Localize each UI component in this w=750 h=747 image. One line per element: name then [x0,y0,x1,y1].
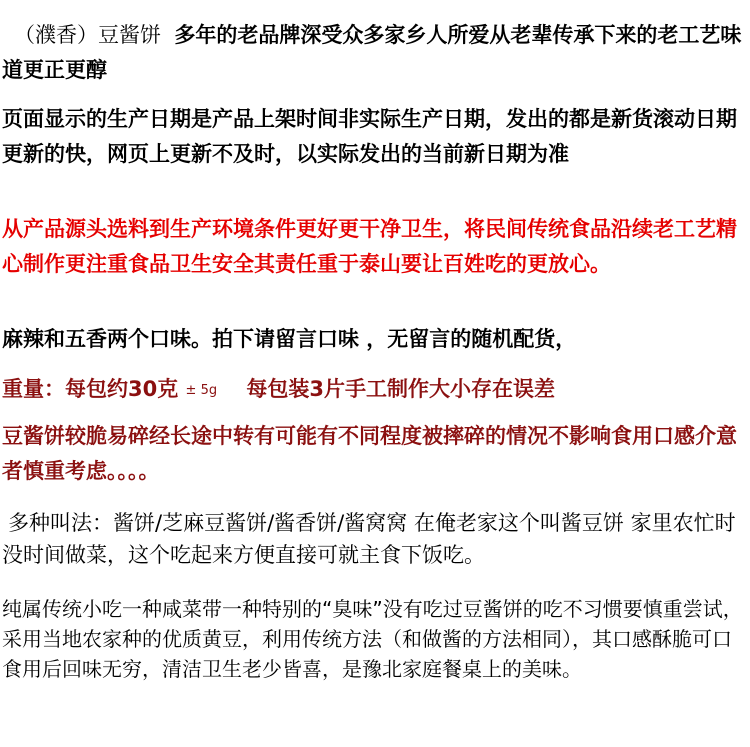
brand-prefix: （濮香）豆酱饼 [14,23,161,47]
weight-label: 重量：每包约30克 [2,377,179,401]
intro-text: 多年的老品牌深受众多家乡人所爱从老辈传承下来的老工艺味道更正更醇 [2,23,742,82]
names-paragraph: 多种叫法：酱饼/芝麻豆酱饼/酱香饼/酱窝窝 在俺老家这个叫酱豆饼 家里农忙时没时间做菜，这个吃起来方便直接可就主食下饭吃。 [2,511,736,567]
description-paragraph: 纯属传统小吃一种咸菜带一种特别的“臭味”没有吃过豆酱饼的吃不习惯要慎重尝试，采用当地农家种的优质黄豆，利用传统方法（和做酱的方法相同），其口感酥脆可口食用后回味无穷，清洁卫生老少皆喜，是豫北家庭餐桌上的美味。 [2,597,743,681]
pack-info: 每包装3片手工制作大小存在误差 [246,377,555,401]
weight-notice [0,372,750,408]
hygiene-notice: 从产品源头选料到生产环境条件更好更干净卫生，将民间传统食品沿续老工艺精心制作更注重食品卫生安全其责任重于泰山要让百姓吃的更放心。 [2,217,737,276]
date-notice: 页面显示的生产日期是产品上架时间非实际生产日期，发出的都是新货滚动日期更新的快，网页上更新不及时，以实际发出的当前新日期为准 [2,107,737,166]
intro-paragraph [0,18,750,88]
weight-tolerance: ± 5g [185,383,218,398]
flavor-notice: 麻辣和五香两个口味。拍下请留言口味 ，无留言的随机配货， [2,327,577,351]
fragile-notice: 豆酱饼较脆易碎经长途中转有可能有不同程度被摔碎的情况不影响食用口感介意者慎重考虑。。。。 [2,424,737,483]
